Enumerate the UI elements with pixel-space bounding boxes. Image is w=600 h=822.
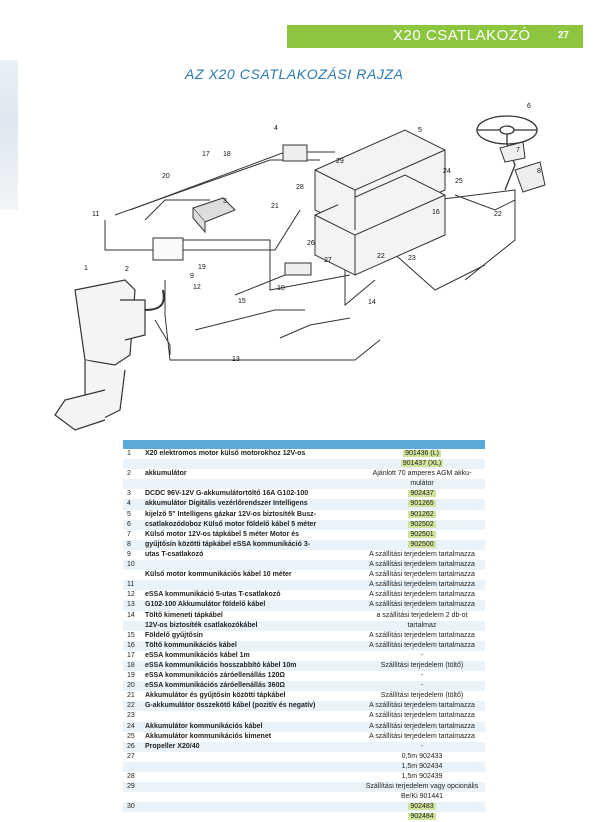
margin-decoration <box>0 60 18 210</box>
row-value-text: mulátor <box>410 480 434 488</box>
row-value <box>359 782 485 792</box>
row-description: Földelő gyűjtősín <box>145 631 203 639</box>
row-value-text: A szállítási terjedelem tartalmazza <box>369 702 475 710</box>
row-value <box>359 631 485 641</box>
row-description: Külső motor kommunikációs kábel 10 méter <box>145 571 292 579</box>
row-description: Töltő kimeneti tápkábel <box>145 611 223 619</box>
callout-1: 1 <box>84 265 88 272</box>
row-value <box>359 570 485 580</box>
row-value <box>359 772 485 782</box>
table-row <box>123 681 485 691</box>
wiring-diagram-svg <box>45 90 555 435</box>
row-number: 15 <box>127 631 135 639</box>
row-value-text: A szállítási terjedelem tartalmazza <box>369 591 475 599</box>
table-row <box>123 631 485 641</box>
callout-22b: 22 <box>494 211 502 218</box>
row-value-text: A szállítási terjedelem tartalmazza <box>369 732 475 740</box>
callout-11: 11 <box>92 211 100 218</box>
row-description: G102-100 Akkumulátor földelő kábel <box>145 601 266 609</box>
row-value <box>359 600 485 610</box>
row-description: G-akkumulátor összekötő kábel (pozitív és negatív) <box>145 702 316 710</box>
row-value <box>359 580 485 590</box>
row-number: 3 <box>127 490 131 498</box>
callout-13: 13 <box>232 356 240 363</box>
row-description: eSSA kommunikációs kábel 1m <box>145 651 250 659</box>
row-value-text: 902484 <box>410 813 434 821</box>
table-row <box>123 671 485 681</box>
table-row <box>123 611 485 621</box>
table-row <box>123 752 485 762</box>
row-description: 12V-os biztosíték csatlakozókábel <box>145 621 258 629</box>
row-value-text: 902500 <box>410 540 434 548</box>
row-description: X20 elektromos motor külső motorokhoz 12V-os <box>145 450 306 457</box>
callout-12: 12 <box>193 284 201 291</box>
row-value-text: tartalmaz <box>407 621 437 629</box>
row-description: Propeller X20/40 <box>145 742 200 750</box>
row-description: Akkumulátor kommunikációs kimenet <box>145 732 272 740</box>
row-number: 5 <box>127 510 131 518</box>
row-number: 4 <box>127 500 131 508</box>
row-value-text: 902437 <box>410 490 434 498</box>
row-value <box>359 722 485 732</box>
table-row <box>123 701 485 711</box>
row-number: 13 <box>127 601 135 609</box>
callout-21: 21 <box>271 203 279 210</box>
row-value-text: 901437 (XL) <box>402 460 442 468</box>
row-value-text: 1,5m 902434 <box>401 762 443 770</box>
row-value <box>359 671 485 681</box>
row-number: 1 <box>127 450 131 457</box>
table-row <box>123 802 485 812</box>
row-description: Akkumulátor kommunikációs kábel <box>145 722 263 730</box>
row-value-text: 901436 (L) <box>405 450 439 457</box>
table-row <box>123 742 485 752</box>
table-row <box>123 449 485 459</box>
callout-6: 6 <box>527 103 531 110</box>
callout-18: 18 <box>223 151 231 158</box>
callout-9: 9 <box>190 273 194 280</box>
row-value-text: A szállítási terjedelem tartalmazza <box>369 631 475 639</box>
page-number: 27 <box>557 30 569 41</box>
row-number: 10 <box>127 561 135 569</box>
row-value <box>359 621 485 631</box>
row-value-text: - <box>420 682 424 690</box>
row-value <box>359 641 485 651</box>
row-value <box>359 479 485 489</box>
row-number: 7 <box>127 530 131 538</box>
row-description: akkumulátor <box>145 470 187 478</box>
table-row <box>123 580 485 590</box>
row-description: DCDC 96V-12V G-akkumulátortöltő 16A G102-100 <box>145 490 309 498</box>
callout-2: 2 <box>125 266 129 273</box>
row-value-text: Szállítási terjedelem (töltő) <box>380 692 464 700</box>
row-value <box>359 469 485 479</box>
row-value <box>359 540 485 550</box>
row-value <box>359 611 485 621</box>
row-value <box>359 499 485 509</box>
row-description: csatlakozódoboz Külső motor földelő kábel 5 méter <box>145 520 317 528</box>
row-number: 22 <box>127 702 135 710</box>
row-value <box>359 510 485 520</box>
table-row <box>123 732 485 742</box>
table-row <box>123 600 485 610</box>
row-description: eSSA kommunikációs hosszabbító kábel 10m <box>145 661 297 669</box>
callout-7: 7 <box>516 147 520 154</box>
table-row <box>123 489 485 499</box>
row-number: 26 <box>127 742 135 750</box>
row-number: 20 <box>127 682 135 690</box>
table-row <box>123 782 485 792</box>
callout-22a: 22 <box>377 253 385 260</box>
callout-16: 16 <box>432 209 440 216</box>
row-number: 28 <box>127 773 135 780</box>
row-value-text: 902483 <box>410 803 434 811</box>
callout-10: 10 <box>277 285 285 292</box>
row-value-text: - <box>420 672 424 680</box>
row-number: 19 <box>127 672 135 680</box>
callout-19: 19 <box>198 264 206 271</box>
row-number: 8 <box>127 540 131 548</box>
table-row <box>123 661 485 671</box>
row-value-text: a szállítási terjedelem 2 db-ot <box>376 611 468 619</box>
row-value <box>359 550 485 560</box>
row-number: 27 <box>127 752 135 760</box>
row-value <box>359 681 485 691</box>
row-value <box>359 691 485 701</box>
callout-29: 29 <box>336 158 344 165</box>
callout-26: 26 <box>307 240 315 247</box>
callout-8: 8 <box>537 168 541 175</box>
row-value-text: A szállítási terjedelem tartalmazza <box>369 722 475 730</box>
row-value-text: A szállítási terjedelem tartalmazza <box>369 571 475 579</box>
row-value <box>359 812 485 822</box>
header-bar <box>287 25 583 48</box>
table-row <box>123 530 485 540</box>
row-description: kijelző 5" Intelligens gázkar 12V-os biztosíték Busz- <box>145 510 316 518</box>
row-value <box>359 792 485 802</box>
section-title: X20 CSATLAKOZÓ <box>393 27 531 44</box>
row-description: utas T-csatlakozó <box>145 550 204 558</box>
row-number: 12 <box>127 591 135 599</box>
table-row <box>123 772 485 782</box>
row-value <box>359 520 485 530</box>
row-value <box>359 459 485 469</box>
row-number: 14 <box>127 611 135 619</box>
row-value-text: A szállítási terjedelem tartalmazza <box>369 712 475 720</box>
callout-27: 27 <box>324 257 332 264</box>
row-value <box>359 530 485 540</box>
callout-3: 3 <box>223 198 227 205</box>
row-value-text: A szállítási terjedelem tartalmazza <box>369 561 475 569</box>
row-value <box>359 651 485 661</box>
row-description: eSSA kommunikációs záróellenállás 360Ω <box>145 682 285 690</box>
table-row <box>123 651 485 661</box>
table-row <box>123 691 485 701</box>
row-value-text: - <box>420 651 424 659</box>
table-row <box>123 590 485 600</box>
row-value-text: 902501 <box>410 530 434 538</box>
table-row <box>123 469 485 479</box>
row-description: gyűjtősín közötti tápkábel eSSA kommunikáció 3- <box>145 540 311 548</box>
row-description: Külső motor 12V-os tápkábel 5 méter Motor és <box>145 530 300 538</box>
row-value-text: A szállítási terjedelem tartalmazza <box>369 581 475 589</box>
row-value-text: Be/Ki 901441 <box>400 793 444 801</box>
row-value <box>359 762 485 772</box>
row-number: 6 <box>127 520 131 528</box>
row-value-text: A szállítási terjedelem tartalmazza <box>369 641 475 649</box>
table-row <box>123 499 485 509</box>
wiring-diagram <box>45 90 555 435</box>
table-row <box>123 459 485 469</box>
row-value-text: 901262 <box>410 510 434 518</box>
table-row <box>123 792 485 802</box>
row-description: eSSA kommunikáció 5-utas T-csatlakozó <box>145 591 281 599</box>
row-number: 11 <box>127 581 135 589</box>
callout-23: 23 <box>408 255 416 262</box>
row-number: 16 <box>127 641 135 649</box>
table-row <box>123 479 485 489</box>
row-number: 25 <box>127 732 135 740</box>
table-row <box>123 762 485 772</box>
row-value-text: - <box>420 742 424 750</box>
row-value <box>359 590 485 600</box>
row-value <box>359 711 485 721</box>
callout-28: 28 <box>296 184 304 191</box>
table-row <box>123 520 485 530</box>
row-value-text: Ajánlott 70 amperes AGM akku- <box>372 470 472 478</box>
row-number: 30 <box>127 803 135 811</box>
row-description: Akkumulátor és gyűjtősín közötti tápkábel <box>145 692 286 700</box>
row-value <box>359 742 485 752</box>
table-row <box>123 540 485 550</box>
table-row <box>123 510 485 520</box>
callout-14: 14 <box>368 299 376 306</box>
table-row <box>123 560 485 570</box>
table-row <box>123 711 485 721</box>
row-description: Töltő kommunikációs kábel <box>145 641 237 649</box>
row-number: 9 <box>127 550 131 558</box>
row-value-text: Szállítási terjedelem (töltő) <box>380 661 464 669</box>
row-description: eSSA kommunikációs záróellenállás 120Ω <box>145 672 285 680</box>
table-header <box>123 440 485 449</box>
callout-5: 5 <box>418 127 422 134</box>
row-value <box>359 661 485 671</box>
table-row <box>123 570 485 580</box>
table-row <box>123 641 485 651</box>
row-value <box>359 802 485 812</box>
row-number: 29 <box>127 783 135 791</box>
row-number: 23 <box>127 712 135 720</box>
row-value-text: 0,5m 902433 <box>401 752 443 760</box>
row-value <box>359 732 485 742</box>
row-value-text: 901265 <box>410 500 434 508</box>
row-value <box>359 489 485 499</box>
table-row <box>123 722 485 732</box>
parts-table <box>123 440 485 822</box>
row-description: akkumulátor Digitális vezérlőrendszer Intelligens <box>145 500 308 508</box>
table-row <box>123 621 485 631</box>
row-number: 17 <box>127 651 135 659</box>
row-value <box>359 560 485 570</box>
row-number: 18 <box>127 661 135 669</box>
row-number: 24 <box>127 722 135 730</box>
row-value-text: A szállítási terjedelem tartalmazza <box>369 601 475 609</box>
row-value-text: A szállítási terjedelem tartalmazza <box>369 550 475 558</box>
row-number: 21 <box>127 692 135 700</box>
row-value <box>359 701 485 711</box>
callout-17: 17 <box>202 151 210 158</box>
callout-20: 20 <box>162 173 170 180</box>
row-value-text: 1,5m 902439 <box>401 773 443 780</box>
table-row <box>123 550 485 560</box>
row-value <box>359 752 485 762</box>
row-number: 2 <box>127 470 131 478</box>
callout-4: 4 <box>274 125 278 132</box>
row-value-text: 902502 <box>410 520 434 528</box>
diagram-title: AZ X20 CSATLAKOZÁSI RAJZA <box>185 66 404 82</box>
table-row <box>123 812 485 822</box>
row-value <box>359 449 485 459</box>
table-body <box>123 449 485 822</box>
callout-25: 25 <box>455 178 463 185</box>
callout-15: 15 <box>238 298 246 305</box>
row-value-text: Szállítási terjedelem vagy opcionális <box>365 783 479 791</box>
callout-24: 24 <box>443 168 451 175</box>
